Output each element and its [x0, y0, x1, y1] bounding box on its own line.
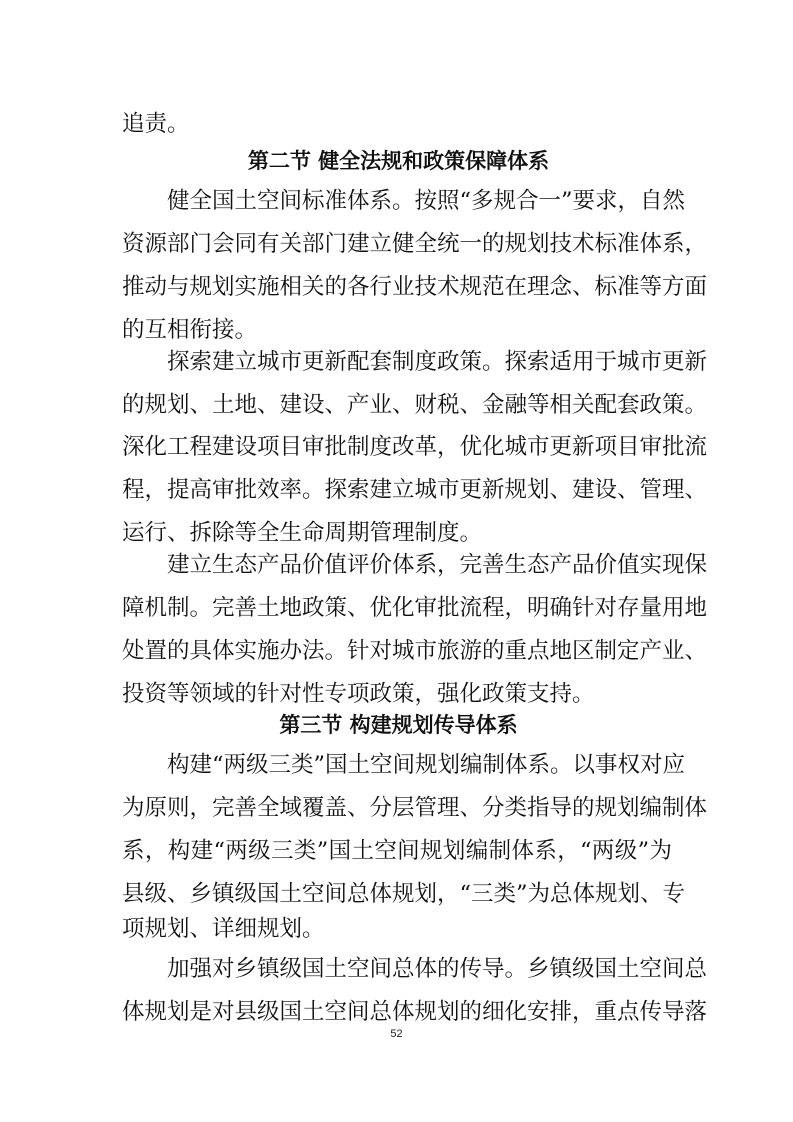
body-line: 系，构建“两级三类”国土空间规划编制体系，“两级”为	[122, 838, 672, 864]
body-line: 探索建立城市更新配套制度政策。探索适用于城市更新	[167, 349, 708, 375]
body-line: 处置的具体实施办法。针对城市旅游的重点地区制定产业、	[122, 638, 708, 664]
body-line: 为原则，完善全域覆盖、分层管理、分类指导的规划编制体	[122, 795, 708, 821]
body-line: 追责。	[122, 111, 190, 137]
body-line: 县级、乡镇级国土空间总体规划，“三类”为总体规划、专	[122, 881, 686, 907]
body-line: 加强对乡镇级国土空间总体的传导。乡镇级国土空间总	[167, 956, 708, 982]
section-heading: 第二节 健全法规和政策保障体系	[247, 149, 550, 173]
body-line: 健全国土空间标准体系。按照“多规合一”要求，自然	[167, 188, 686, 214]
page-number: 52	[390, 1028, 403, 1040]
body-line: 程，提高审批效率。探索建立城市更新规划、建设、管理、	[122, 477, 708, 503]
body-line: 体规划是对县级国土空间总体规划的细化安排，重点传导落	[122, 999, 708, 1025]
body-line: 推动与规划实施相关的各行业技术规范在理念、标准等方面	[122, 274, 708, 300]
body-line: 的规划、土地、建设、产业、财税、金融等相关配套政策。	[122, 392, 708, 418]
body-line: 建立生态产品价值评价体系，完善生态产品价值实现保	[167, 552, 708, 578]
body-line: 运行、拆除等全生命周期管理制度。	[122, 520, 483, 546]
body-line: 投资等领域的针对性专项政策，强化政策支持。	[122, 681, 595, 707]
body-line: 构建“两级三类”国土空间规划编制体系。以事权对应	[167, 752, 686, 778]
section-heading: 第三节 构建规划传导体系	[279, 713, 518, 737]
body-line: 深化工程建设项目审批制度改革，优化城市更新项目审批流	[122, 434, 708, 460]
body-line: 资源部门会同有关部门建立健全统一的规划技术标准体系，	[122, 231, 708, 257]
body-line: 的互相衔接。	[122, 317, 258, 343]
body-line: 项规划、详细规划。	[122, 916, 325, 942]
body-line: 障机制。完善土地政策、优化审批流程，明确针对存量用地	[122, 595, 708, 621]
